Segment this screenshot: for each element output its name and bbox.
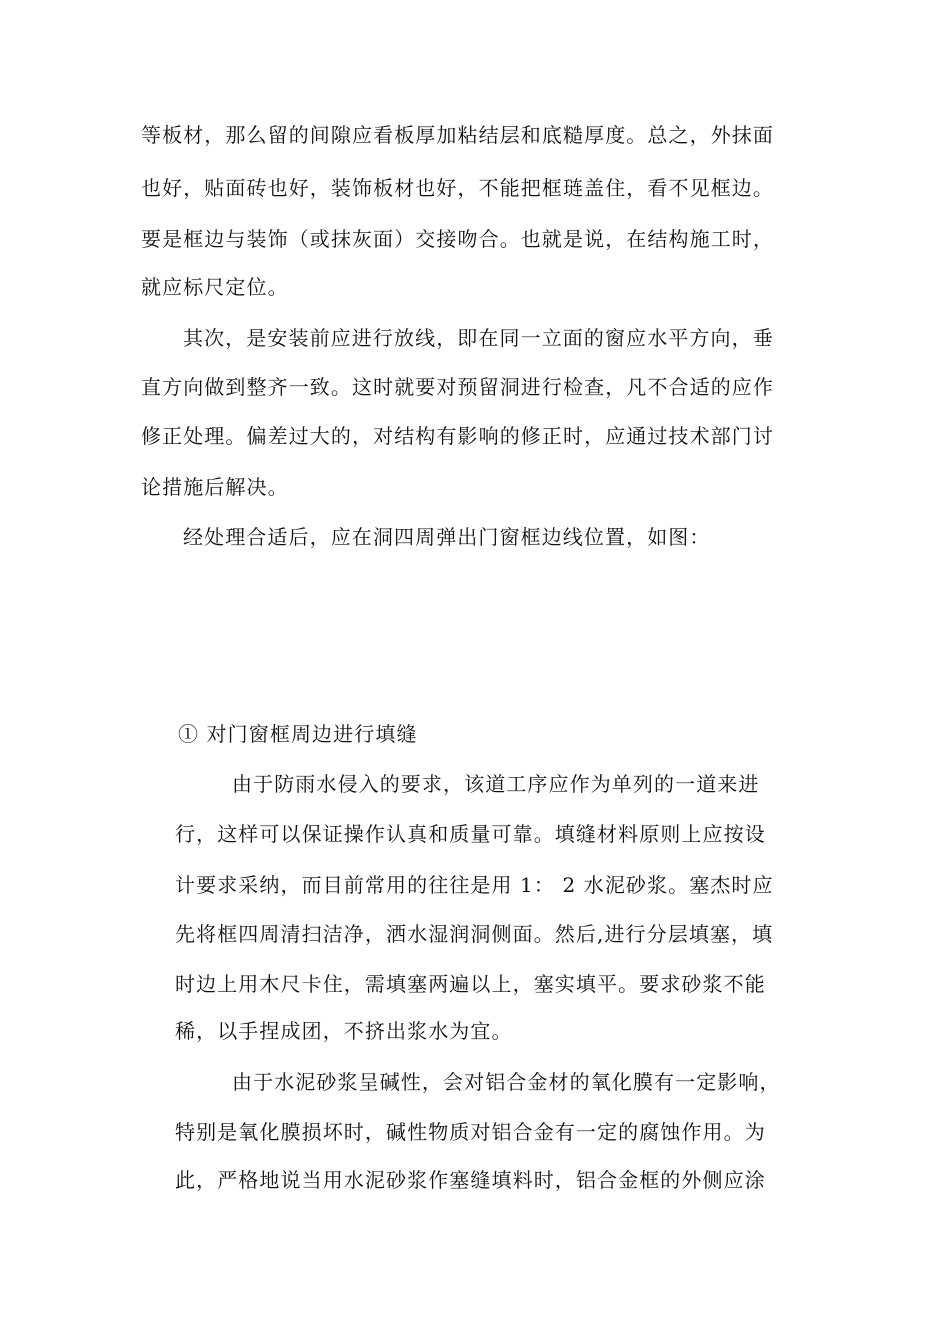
paragraph-line: 由于水泥砂浆呈碱性，会对铝合金材的氧化膜有一定影响， [232, 1070, 781, 1094]
paragraph-line: 先将框四周清扫洁净，洒水湿润洞侧面。然后,进行分层填塞，填 [175, 922, 774, 946]
paragraph-line: 此，严格地说当用水泥砂浆作塞缝填料时，铝合金框的外侧应涂 [175, 1168, 766, 1192]
paragraph-line: 特别是氧化膜损坏时，碱性物质对铝合金有一定的腐蚀作用。为 [175, 1120, 766, 1144]
paragraph-line: 要是框边与装饰（或抹灰面）交接吻合。也就是说，在结构施工时， [141, 227, 774, 251]
paragraph-line: 论措施后解决。 [141, 475, 289, 499]
paragraph-line: 修正处理。偏差过大的，对结构有影响的修正时，应通过技术部门讨 [141, 424, 774, 448]
section-heading: ① 对门窗框周边进行填缝 [178, 722, 418, 746]
paragraph-line: 其次，是安装前应进行放线，即在同一立面的窗应水平方向，垂 [183, 326, 774, 350]
paragraph-line: 稀，以手捏成团，不挤出浆水为宜。 [175, 1019, 513, 1043]
paragraph-line: 经处理合适后，应在洞四周弹出门窗框边线位置，如图： [183, 525, 711, 549]
paragraph-line: 时边上用木尺卡住，需填塞两遍以上，塞实填平。要求砂浆不能 [175, 972, 766, 996]
paragraph-line: 由于防雨水侵入的要求，该道工序应作为单列的一道来进 [232, 772, 760, 796]
paragraph-line: 等板材，那么留的间隙应看板厚加粘结层和底糙厚度。总之，外抹面 [141, 123, 774, 147]
paragraph-line: 计要求采纳，而目前常用的往往是用 1： 2 水泥砂浆。塞杰时应 [175, 873, 774, 897]
paragraph-line: 直方向做到整齐一致。这时就要对预留洞进行检查，凡不合适的应作 [141, 375, 774, 399]
paragraph-line: 就应标尺定位。 [141, 275, 289, 299]
paragraph-line: 也好，贴面砖也好，装饰板材也好，不能把框琏盖住，看不见框边。 [141, 176, 774, 200]
paragraph-line: 行，这样可以保证操作认真和质量可靠。填缝材料原则上应按设 [175, 822, 766, 846]
